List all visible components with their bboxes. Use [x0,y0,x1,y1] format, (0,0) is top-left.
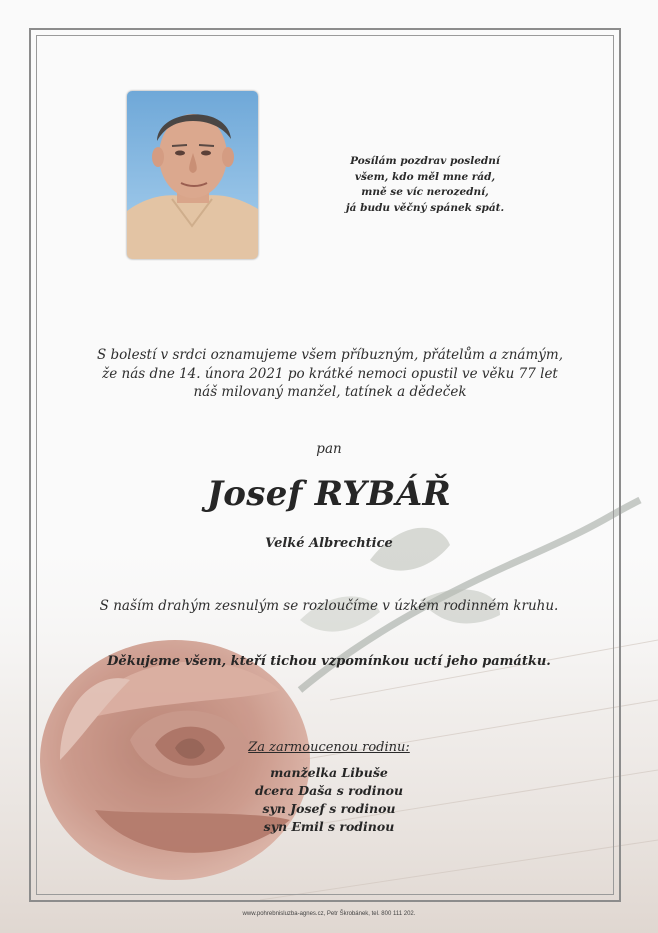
verse-line: já budu věčný spánek spát. [345,201,505,214]
death-announcement [60,346,600,402]
announcement-line: náš milovaný manžel, tatínek a dědeček [193,384,467,400]
funeral-service-footer: www.pohrebnisluzba-agnes.cz, Petr Škrobánek, tel. 800 111 202. [242,911,416,917]
announcement-line: S bolestí v srdci oznamujeme všem příbuzným, přátelům a známým, [96,347,563,363]
portrait-photo [127,91,258,259]
farewell-notice: S naším drahým zesnulým se rozloučíme v úzkém rodinném kruhu. [99,598,559,614]
announcement-line: že nás dne 14. února 2021 po krátké nemoci opustil ve věku 77 let [102,365,558,382]
family-members [0,764,658,836]
deceased-name: Josef RYBÁŘ [206,474,452,514]
verse-line: mně se víc nerozední, [361,186,489,198]
family-member: manželka Libuše [270,765,388,780]
place-of-residence: Velké Albrechtice [265,536,393,551]
title-prefix: pan [316,441,342,457]
verse-line: Posílám pozdrav poslední [350,155,500,167]
family-member: syn Emil s rodinou [263,819,395,834]
memorial-verse [330,154,520,216]
family-member: syn Josef s rodinou [262,801,396,816]
family-member: dcera Daša s rodinou [254,783,404,798]
thanks-notice: Děkujeme všem, kteří tichou vzpomínkou uctí jeho památku. [107,654,551,669]
family-heading: Za zarmoucenou rodinu: [248,740,410,755]
verse-line: všem, kdo měl mne rád, [354,170,496,183]
